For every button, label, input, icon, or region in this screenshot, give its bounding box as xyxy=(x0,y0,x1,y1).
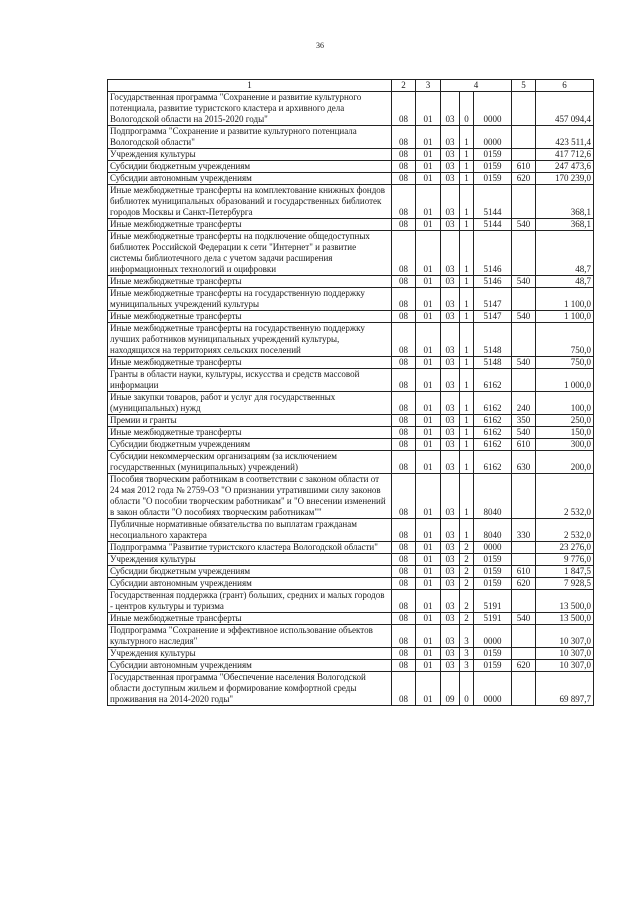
row-name: Пособия творческим работникам в соответствии с законом области от 24 мая 2012 года № 2759-ОЗ "О признании утратившими силу законов области "О пособии творческим работникам" и "О внесении изменений в закон области "О пособиях творческим работникам"" xyxy=(108,474,392,519)
table-row xyxy=(108,439,594,451)
row-name: Государственная программа "Сохранение и развитие культурного потенциала, развитие туристского кластера и архивного дела Вологодской области на 2015-2020 годы" xyxy=(108,92,392,126)
row-name: Иные межбюджетные трансферты на подключение общедоступных библиотек Российской Федерации к сети "Интернет" и развитие системы библиотечного дела с учетом задачи расширения информационных технологий и оцифровки xyxy=(108,231,392,276)
row-target-code: 0000 xyxy=(474,625,512,648)
row-target-code: 6162 xyxy=(474,415,512,427)
row-target-code: 6162 xyxy=(474,392,512,415)
row-section: 08 xyxy=(392,613,416,625)
row-subsection: 01 xyxy=(416,231,441,276)
row-target-subprogram: 2 xyxy=(460,566,474,578)
row-target-code: 5147 xyxy=(474,288,512,311)
row-subsection: 01 xyxy=(416,542,441,554)
row-target-code: 0000 xyxy=(474,672,512,706)
row-name: Иные закупки товаров, работ и услуг для государственных (муниципальных) нужд xyxy=(108,392,392,415)
row-subsection: 01 xyxy=(416,660,441,672)
row-section: 08 xyxy=(392,439,416,451)
row-name: Подпрограмма "Сохранение и развитие культурного потенциала Вологодской области" xyxy=(108,126,392,149)
row-target-subprogram: 1 xyxy=(460,173,474,185)
table-row xyxy=(108,578,594,590)
header-col-4: 4 xyxy=(441,80,512,92)
row-section: 08 xyxy=(392,185,416,219)
row-subsection: 01 xyxy=(416,357,441,369)
row-section: 08 xyxy=(392,311,416,323)
row-amount: 300,0 xyxy=(536,439,594,451)
row-target-program: 03 xyxy=(441,554,460,566)
row-section: 08 xyxy=(392,451,416,474)
row-subsection: 01 xyxy=(416,415,441,427)
table-row xyxy=(108,323,594,357)
row-expense-type xyxy=(512,92,536,126)
row-amount: 750,0 xyxy=(536,323,594,357)
row-target-program: 03 xyxy=(441,392,460,415)
row-target-code: 5191 xyxy=(474,613,512,625)
row-target-code: 5148 xyxy=(474,357,512,369)
row-target-code: 0000 xyxy=(474,542,512,554)
row-target-code: 5191 xyxy=(474,590,512,613)
row-name: Иные межбюджетные трансферты на комплектование книжных фондов библиотек муниципальных образований и государственных библиотек городов Москвы и Санкт-Петербурга xyxy=(108,185,392,219)
row-target-code: 5146 xyxy=(474,231,512,276)
row-target-subprogram: 1 xyxy=(460,185,474,219)
row-expense-type xyxy=(512,288,536,311)
row-amount: 150,0 xyxy=(536,427,594,439)
row-expense-type: 540 xyxy=(512,311,536,323)
table-row xyxy=(108,474,594,519)
row-target-code: 6162 xyxy=(474,427,512,439)
row-subsection: 01 xyxy=(416,161,441,173)
row-target-program: 03 xyxy=(441,369,460,392)
row-target-code: 0000 xyxy=(474,126,512,149)
table-row xyxy=(108,392,594,415)
row-amount: 100,0 xyxy=(536,392,594,415)
row-subsection: 01 xyxy=(416,311,441,323)
row-target-program: 03 xyxy=(441,357,460,369)
row-amount: 457 094,4 xyxy=(536,92,594,126)
row-target-program: 03 xyxy=(441,474,460,519)
table-row xyxy=(108,625,594,648)
table-row xyxy=(108,613,594,625)
row-expense-type xyxy=(512,648,536,660)
row-section: 08 xyxy=(392,173,416,185)
row-section: 08 xyxy=(392,427,416,439)
row-target-subprogram: 1 xyxy=(460,427,474,439)
table-row xyxy=(108,288,594,311)
row-name: Учреждения культуры xyxy=(108,648,392,660)
table-row xyxy=(108,219,594,231)
row-name: Премии и гранты xyxy=(108,415,392,427)
row-section: 08 xyxy=(392,519,416,542)
row-target-program: 03 xyxy=(441,613,460,625)
table-row xyxy=(108,648,594,660)
table-row xyxy=(108,554,594,566)
row-subsection: 01 xyxy=(416,149,441,161)
row-target-program: 03 xyxy=(441,590,460,613)
row-subsection: 01 xyxy=(416,173,441,185)
table-body xyxy=(108,92,594,706)
row-amount: 368,1 xyxy=(536,219,594,231)
row-expense-type xyxy=(512,590,536,613)
row-target-program: 03 xyxy=(441,231,460,276)
row-amount: 10 307,0 xyxy=(536,648,594,660)
row-target-program: 03 xyxy=(441,415,460,427)
row-section: 08 xyxy=(392,288,416,311)
row-section: 08 xyxy=(392,415,416,427)
table-row xyxy=(108,660,594,672)
row-target-subprogram: 1 xyxy=(460,323,474,357)
row-amount: 13 500,0 xyxy=(536,613,594,625)
row-target-program: 03 xyxy=(441,648,460,660)
row-target-code: 0159 xyxy=(474,554,512,566)
row-name: Субсидии автономным учреждениям xyxy=(108,173,392,185)
row-amount: 69 897,7 xyxy=(536,672,594,706)
row-amount: 10 307,0 xyxy=(536,625,594,648)
row-target-code: 5144 xyxy=(474,185,512,219)
row-name: Иные межбюджетные трансферты xyxy=(108,219,392,231)
row-expense-type: 240 xyxy=(512,392,536,415)
row-subsection: 01 xyxy=(416,554,441,566)
row-name: Публичные нормативные обязательства по выплатам гражданам несоциального характера xyxy=(108,519,392,542)
row-amount: 9 776,0 xyxy=(536,554,594,566)
row-expense-type xyxy=(512,672,536,706)
row-amount: 7 928,5 xyxy=(536,578,594,590)
row-target-program: 03 xyxy=(441,219,460,231)
table-row xyxy=(108,415,594,427)
row-expense-type: 610 xyxy=(512,566,536,578)
row-subsection: 01 xyxy=(416,219,441,231)
row-target-subprogram: 0 xyxy=(460,672,474,706)
row-target-subprogram: 1 xyxy=(460,276,474,288)
row-expense-type xyxy=(512,369,536,392)
row-name: Подпрограмма "Развитие туристского кластера Вологодской области" xyxy=(108,542,392,554)
row-target-program: 03 xyxy=(441,427,460,439)
row-expense-type: 620 xyxy=(512,578,536,590)
row-expense-type xyxy=(512,185,536,219)
row-target-subprogram: 1 xyxy=(460,439,474,451)
row-amount: 750,0 xyxy=(536,357,594,369)
row-amount: 23 276,0 xyxy=(536,542,594,554)
row-amount: 250,0 xyxy=(536,415,594,427)
row-target-program: 03 xyxy=(441,578,460,590)
row-subsection: 01 xyxy=(416,590,441,613)
row-section: 08 xyxy=(392,126,416,149)
row-amount: 1 100,0 xyxy=(536,288,594,311)
row-target-code: 0159 xyxy=(474,578,512,590)
row-target-program: 03 xyxy=(441,625,460,648)
table-row xyxy=(108,451,594,474)
row-amount: 10 307,0 xyxy=(536,660,594,672)
row-target-subprogram: 3 xyxy=(460,660,474,672)
row-expense-type: 620 xyxy=(512,660,536,672)
row-section: 08 xyxy=(392,92,416,126)
row-target-subprogram: 1 xyxy=(460,357,474,369)
table-row xyxy=(108,566,594,578)
row-expense-type: 630 xyxy=(512,451,536,474)
row-target-code: 0159 xyxy=(474,660,512,672)
row-section: 08 xyxy=(392,672,416,706)
page-number: 36 xyxy=(316,41,324,50)
row-expense-type xyxy=(512,554,536,566)
row-subsection: 01 xyxy=(416,276,441,288)
row-target-subprogram: 2 xyxy=(460,578,474,590)
row-expense-type xyxy=(512,474,536,519)
row-target-code: 5147 xyxy=(474,311,512,323)
row-name: Иные межбюджетные трансферты на государственную поддержку муниципальных учреждений культуры xyxy=(108,288,392,311)
row-expense-type xyxy=(512,542,536,554)
row-expense-type: 540 xyxy=(512,427,536,439)
row-target-subprogram: 2 xyxy=(460,590,474,613)
row-name: Государственная программа "Обеспечение населения Вологодской области доступным жильем и формирование комфортной среды проживания на 2014-2020 годы" xyxy=(108,672,392,706)
row-expense-type xyxy=(512,231,536,276)
row-target-program: 03 xyxy=(441,173,460,185)
header-col-1: 1 xyxy=(108,80,392,92)
row-target-code: 8040 xyxy=(474,474,512,519)
row-section: 08 xyxy=(392,276,416,288)
row-amount: 247 473,6 xyxy=(536,161,594,173)
row-target-subprogram: 2 xyxy=(460,613,474,625)
row-amount: 200,0 xyxy=(536,451,594,474)
row-target-program: 03 xyxy=(441,311,460,323)
row-target-code: 0159 xyxy=(474,149,512,161)
row-target-code: 6162 xyxy=(474,439,512,451)
table-row xyxy=(108,126,594,149)
row-subsection: 01 xyxy=(416,474,441,519)
row-expense-type: 620 xyxy=(512,173,536,185)
row-target-program: 03 xyxy=(441,149,460,161)
table-row xyxy=(108,672,594,706)
row-expense-type xyxy=(512,625,536,648)
row-section: 08 xyxy=(392,578,416,590)
row-section: 08 xyxy=(392,149,416,161)
row-target-program: 03 xyxy=(441,451,460,474)
row-target-code: 0159 xyxy=(474,566,512,578)
row-section: 08 xyxy=(392,357,416,369)
row-target-program: 03 xyxy=(441,276,460,288)
row-subsection: 01 xyxy=(416,392,441,415)
table-row xyxy=(108,173,594,185)
row-name: Субсидии бюджетным учреждениям xyxy=(108,566,392,578)
row-name: Иные межбюджетные трансферты xyxy=(108,427,392,439)
row-target-program: 09 xyxy=(441,672,460,706)
row-section: 08 xyxy=(392,660,416,672)
table-row xyxy=(108,185,594,219)
row-amount: 2 532,0 xyxy=(536,474,594,519)
row-target-subprogram: 2 xyxy=(460,542,474,554)
row-expense-type: 330 xyxy=(512,519,536,542)
table-row xyxy=(108,590,594,613)
budget-table xyxy=(107,79,594,706)
table-row xyxy=(108,231,594,276)
row-subsection: 01 xyxy=(416,613,441,625)
row-expense-type: 610 xyxy=(512,161,536,173)
row-subsection: 01 xyxy=(416,566,441,578)
row-section: 08 xyxy=(392,231,416,276)
row-target-program: 03 xyxy=(441,660,460,672)
row-amount: 1 100,0 xyxy=(536,311,594,323)
table-row xyxy=(108,357,594,369)
row-section: 08 xyxy=(392,554,416,566)
row-expense-type xyxy=(512,323,536,357)
row-expense-type: 540 xyxy=(512,357,536,369)
table-row xyxy=(108,149,594,161)
header-col-3: 3 xyxy=(416,80,441,92)
row-section: 08 xyxy=(392,219,416,231)
row-target-subprogram: 1 xyxy=(460,474,474,519)
row-amount: 1 847,5 xyxy=(536,566,594,578)
table-header-row xyxy=(108,80,594,92)
row-subsection: 01 xyxy=(416,672,441,706)
row-target-subprogram: 2 xyxy=(460,554,474,566)
row-target-subprogram: 0 xyxy=(460,92,474,126)
row-target-code: 6162 xyxy=(474,451,512,474)
row-target-program: 03 xyxy=(441,566,460,578)
row-subsection: 01 xyxy=(416,648,441,660)
row-section: 08 xyxy=(392,161,416,173)
row-target-program: 03 xyxy=(441,542,460,554)
row-subsection: 01 xyxy=(416,369,441,392)
row-name: Учреждения культуры xyxy=(108,554,392,566)
table-row xyxy=(108,519,594,542)
row-name: Учреждения культуры xyxy=(108,149,392,161)
row-name: Иные межбюджетные трансферты xyxy=(108,357,392,369)
row-amount: 2 532,0 xyxy=(536,519,594,542)
row-target-subprogram: 3 xyxy=(460,648,474,660)
row-target-subprogram: 1 xyxy=(460,288,474,311)
row-expense-type: 540 xyxy=(512,219,536,231)
row-subsection: 01 xyxy=(416,439,441,451)
row-section: 08 xyxy=(392,474,416,519)
row-subsection: 01 xyxy=(416,126,441,149)
table-row xyxy=(108,161,594,173)
header-col-5: 5 xyxy=(512,80,536,92)
row-section: 08 xyxy=(392,323,416,357)
row-name: Иные межбюджетные трансферты xyxy=(108,613,392,625)
row-subsection: 01 xyxy=(416,625,441,648)
row-target-program: 03 xyxy=(441,439,460,451)
row-subsection: 01 xyxy=(416,185,441,219)
row-target-code: 0159 xyxy=(474,161,512,173)
row-name: Субсидии некоммерческим организациям (за исключением государственных (муниципальных) учреждений) xyxy=(108,451,392,474)
table-row xyxy=(108,276,594,288)
row-target-subprogram: 1 xyxy=(460,392,474,415)
row-target-subprogram: 1 xyxy=(460,519,474,542)
row-section: 08 xyxy=(392,542,416,554)
row-target-code: 5144 xyxy=(474,219,512,231)
row-target-program: 03 xyxy=(441,288,460,311)
row-expense-type: 610 xyxy=(512,439,536,451)
table-row xyxy=(108,542,594,554)
row-target-subprogram: 1 xyxy=(460,311,474,323)
row-amount: 1 000,0 xyxy=(536,369,594,392)
row-name: Гранты в области науки, культуры, искусства и средств массовой информации xyxy=(108,369,392,392)
row-amount: 48,7 xyxy=(536,231,594,276)
row-target-code: 0159 xyxy=(474,173,512,185)
table-row xyxy=(108,92,594,126)
row-name: Подпрограмма "Сохранение и эффективное использование объектов культурного наследия" xyxy=(108,625,392,648)
row-section: 08 xyxy=(392,648,416,660)
row-amount: 417 712,6 xyxy=(536,149,594,161)
row-target-subprogram: 1 xyxy=(460,149,474,161)
table-row xyxy=(108,311,594,323)
row-target-subprogram: 1 xyxy=(460,451,474,474)
row-expense-type xyxy=(512,149,536,161)
row-amount: 13 500,0 xyxy=(536,590,594,613)
row-expense-type: 540 xyxy=(512,613,536,625)
header-col-6: 6 xyxy=(536,80,594,92)
row-subsection: 01 xyxy=(416,427,441,439)
row-name: Субсидии бюджетным учреждениям xyxy=(108,161,392,173)
row-subsection: 01 xyxy=(416,578,441,590)
row-target-program: 03 xyxy=(441,185,460,219)
row-name: Иные межбюджетные трансферты xyxy=(108,276,392,288)
row-target-program: 03 xyxy=(441,161,460,173)
row-target-subprogram: 1 xyxy=(460,415,474,427)
row-expense-type: 540 xyxy=(512,276,536,288)
row-subsection: 01 xyxy=(416,519,441,542)
row-target-subprogram: 1 xyxy=(460,126,474,149)
table-row xyxy=(108,369,594,392)
row-target-code: 8040 xyxy=(474,519,512,542)
row-expense-type: 350 xyxy=(512,415,536,427)
row-target-subprogram: 1 xyxy=(460,231,474,276)
row-target-program: 03 xyxy=(441,126,460,149)
row-target-subprogram: 1 xyxy=(460,219,474,231)
row-target-subprogram: 1 xyxy=(460,161,474,173)
row-amount: 170 239,0 xyxy=(536,173,594,185)
row-section: 08 xyxy=(392,392,416,415)
row-target-program: 03 xyxy=(441,519,460,542)
row-amount: 423 511,4 xyxy=(536,126,594,149)
row-target-code: 5146 xyxy=(474,276,512,288)
row-target-subprogram: 3 xyxy=(460,625,474,648)
header-col-2: 2 xyxy=(392,80,416,92)
row-subsection: 01 xyxy=(416,288,441,311)
row-subsection: 01 xyxy=(416,323,441,357)
row-amount: 48,7 xyxy=(536,276,594,288)
table-row xyxy=(108,427,594,439)
row-section: 08 xyxy=(392,566,416,578)
row-target-program: 03 xyxy=(441,92,460,126)
row-amount: 368,1 xyxy=(536,185,594,219)
row-section: 08 xyxy=(392,625,416,648)
row-name: Субсидии автономным учреждениям xyxy=(108,660,392,672)
row-target-code: 0000 xyxy=(474,92,512,126)
row-target-subprogram: 1 xyxy=(460,369,474,392)
row-target-program: 03 xyxy=(441,323,460,357)
row-expense-type xyxy=(512,126,536,149)
row-target-code: 5148 xyxy=(474,323,512,357)
row-subsection: 01 xyxy=(416,451,441,474)
row-name: Иные межбюджетные трансферты xyxy=(108,311,392,323)
row-name: Государственная поддержка (грант) больших, средних и малых городов - центров культуры и туризма xyxy=(108,590,392,613)
row-section: 08 xyxy=(392,590,416,613)
row-name: Субсидии бюджетным учреждениям xyxy=(108,439,392,451)
row-name: Иные межбюджетные трансферты на государственную поддержку лучших работников муниципальных учреждений культуры, находящихся на территориях сельских поселений xyxy=(108,323,392,357)
row-section: 08 xyxy=(392,369,416,392)
row-target-code: 0159 xyxy=(474,648,512,660)
row-target-code: 6162 xyxy=(474,369,512,392)
row-name: Субсидии автономным учреждениям xyxy=(108,578,392,590)
row-subsection: 01 xyxy=(416,92,441,126)
